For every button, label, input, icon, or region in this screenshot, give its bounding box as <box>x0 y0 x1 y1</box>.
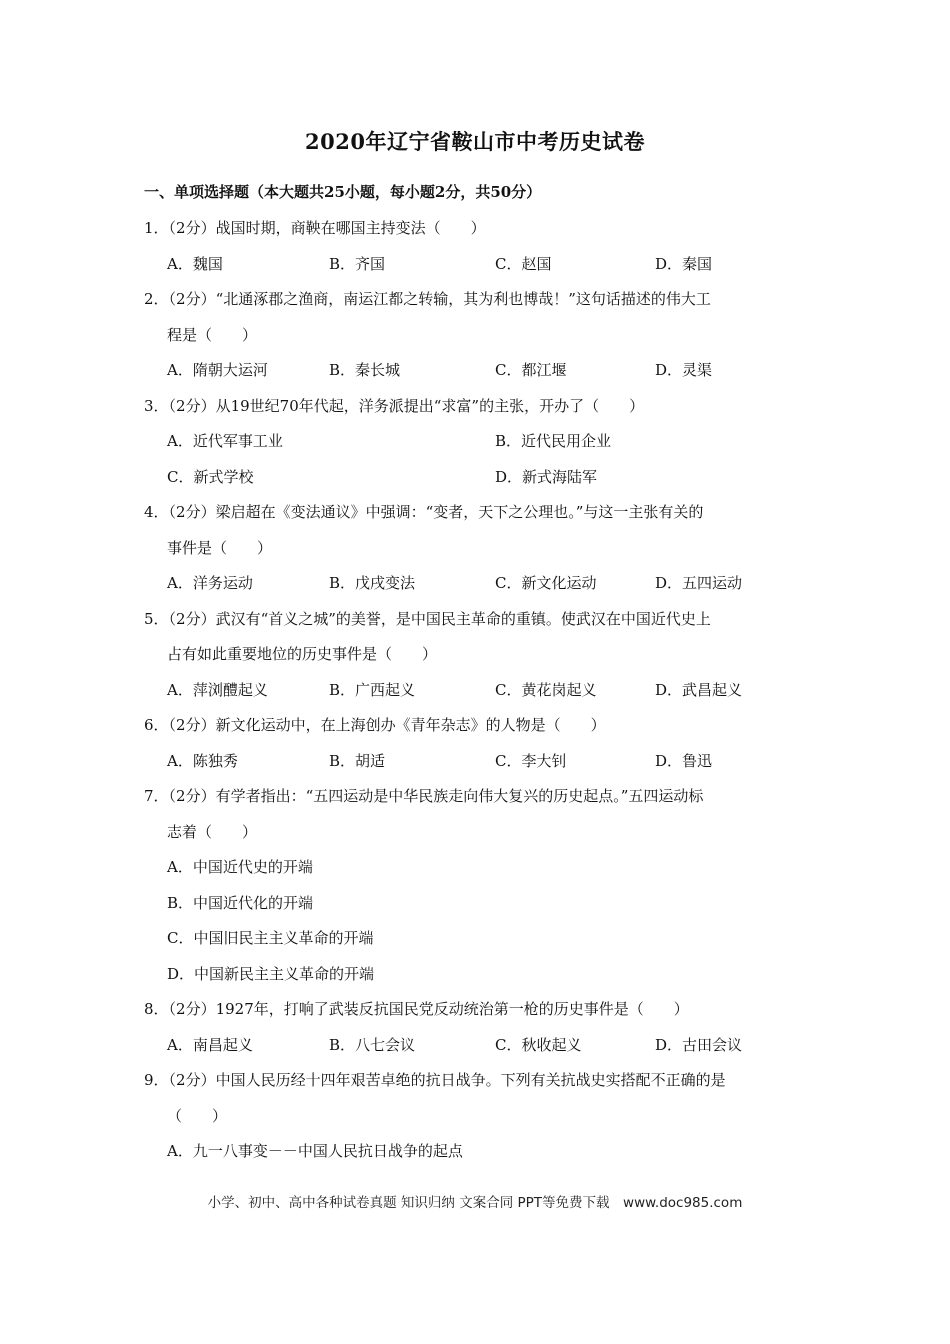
option-d: D．灵渠 <box>655 361 713 379</box>
question-stem: 6．（2分）新文化运动中，在上海创办《青年杂志》的人物是（ ） <box>144 716 606 734</box>
option-c: C．赵国 <box>495 254 552 273</box>
option-c: C．李大钊 <box>495 751 567 770</box>
option-b: B．秦长城 <box>329 361 401 379</box>
option-b: B．八七会议 <box>329 1035 416 1054</box>
option-d: D．鲁迅 <box>655 751 713 770</box>
option-a: A．中国近代史的开端 <box>167 858 313 876</box>
option-a: A．陈独秀 <box>167 751 238 770</box>
footer-note: 小学、初中、高中各种试卷真题 知识归纳 文案合同 PPT等免费下载 www.doc985.com <box>207 1195 743 1211</box>
option-c: C．黄花岗起义 <box>495 680 597 699</box>
question-stem: 2．（2分）“北通涿郡之渔商，南运江都之转输，其为利也博哉！”这句话描述的伟大工 <box>144 290 711 308</box>
section-heading: 一、单项选择题（本大题共25小题，每小题2分，共50分） <box>144 183 542 201</box>
option-d: D．中国新民主主义革命的开端 <box>167 964 375 983</box>
option-a: A．南昌起义 <box>167 1035 253 1054</box>
question-stem-continued: 程是（ ） <box>167 325 258 344</box>
option-d: D．五四运动 <box>655 574 743 592</box>
option-b: B．中国近代化的开端 <box>167 893 314 912</box>
question-stem: 1．（2分）战国时期，商鞅在哪国主持变法（ ） <box>144 219 486 237</box>
option-d: D．武昌起义 <box>655 680 743 699</box>
question-stem: 3．（2分）从19世纪70年代起，洋务派提出“求富”的主张，开办了（ ） <box>144 396 645 415</box>
option-b: B．戊戌变法 <box>329 574 416 592</box>
option-d: D．秦国 <box>655 254 713 273</box>
question-stem: 9．（2分）中国人民历经十四年艰苦卓绝的抗日战争。下列有关抗战史实搭配不正确的是 <box>144 1071 726 1089</box>
option-a: A．九一八事变－－中国人民抗日战争的起点 <box>167 1142 463 1160</box>
option-d: D．新式海陆军 <box>495 467 598 486</box>
option-a: A．萍浏醴起义 <box>167 680 268 699</box>
option-a: A．魏国 <box>167 254 223 273</box>
option-c: C．都江堰 <box>495 361 567 379</box>
question-stem-continued: 事件是（ ） <box>167 538 273 557</box>
option-c: C．新文化运动 <box>495 574 597 592</box>
question-stem: 8．（2分）1927年，打响了武装反抗国民党反动统治第一枪的历史事件是（ ） <box>144 1000 689 1018</box>
exam-title: 2020年辽宁省鞍山市中考历史试卷 <box>305 129 645 154</box>
option-b: B．近代民用企业 <box>495 432 612 450</box>
option-b: B．胡适 <box>329 751 386 770</box>
option-b: B．广西起义 <box>329 680 416 699</box>
option-a: A．洋务运动 <box>167 574 253 592</box>
question-stem-continued: 志着（ ） <box>167 822 258 841</box>
question-stem-continued: 占有如此重要地位的历史事件是（ ） <box>167 645 438 663</box>
option-b: B．齐国 <box>329 254 386 273</box>
option-a: A．近代军事工业 <box>167 432 283 450</box>
option-c: C．中国旧民主主义革命的开端 <box>167 929 374 947</box>
option-c: C．秋收起义 <box>495 1035 582 1054</box>
option-a: A．隋朝大运河 <box>167 361 268 379</box>
question-stem: 5．（2分）武汉有“首义之城”的美誉，是中国民主革命的重镇。使武汉在中国近代史上 <box>144 609 711 628</box>
question-stem: 7．（2分）有学者指出：“五四运动是中华民族走向伟大复兴的历史起点。”五四运动标 <box>144 787 704 805</box>
question-stem-continued: （ ） <box>167 1106 228 1125</box>
question-stem: 4．（2分）梁启超在《变法通议》中强调：“变者，天下之公理也。”与这一主张有关的 <box>144 503 704 521</box>
option-d: D．古田会议 <box>655 1035 743 1054</box>
option-c: C．新式学校 <box>167 467 254 486</box>
